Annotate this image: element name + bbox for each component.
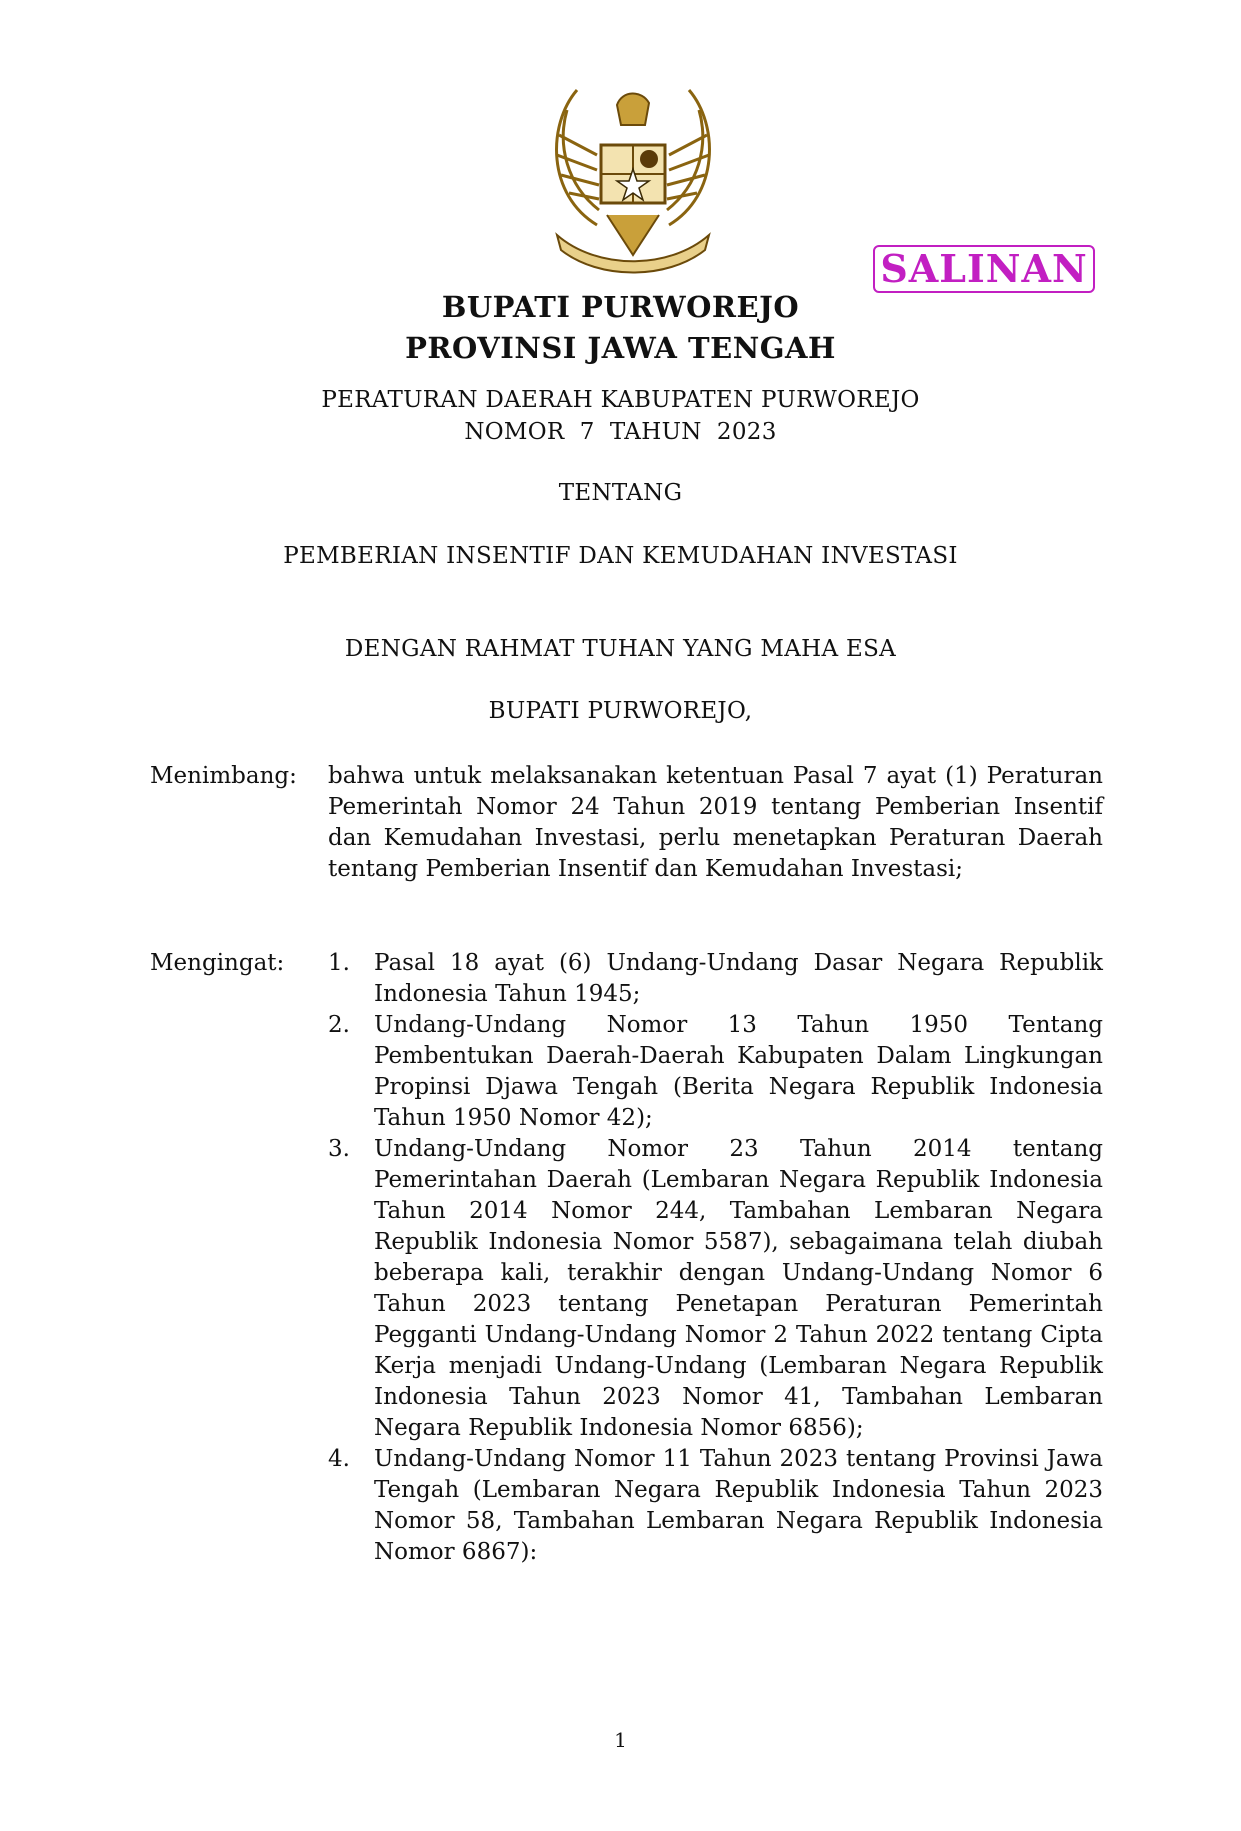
item-number: 2. (328, 1012, 350, 1038)
salinan-stamp: SALINAN (873, 245, 1095, 293)
garuda-emblem (537, 85, 729, 285)
item-text: Undang-Undang Nomor 23 Tahun 2014 tentang Pemerintahan Daerah (Lembaran Negara Republik Indonesia Tahun 2014 Nomor 244, Tambahan Lembaran Negara Republik Indonesia Nomor 5587), sebagaimana telah diubah beberapa kali, terakhir dengan Undang-Undang Nomor 6 Tahun 2023 tentang Penetapan Peraturan Pemerintah Pegganti Undang-Undang Nomor 2 Tahun 2022 tentang Cipta Kerja menjadi Undang-Undang (Lembaran Negara Republik Indonesia Tahun 2023 Nomor 41, Tambahan Lembaran Negara Republik Indonesia Nomor 6856); (374, 1136, 1103, 1441)
item-text: Pasal 18 ayat (6) Undang-Undang Dasar Negara Republik Indonesia Tahun 1945; (374, 950, 1103, 1007)
menimbang-text: bahwa untuk melaksanakan ketentuan Pasal 7 ayat (1) Peraturan Pemerintah Nomor 24 Tahun 2019 tentang Pemberian Insentif dan Kemudahan Investasi, perlu menetapkan Peraturan Daerah tentang Pemberian Insentif dan Kemudahan Investasi; (328, 763, 1103, 882)
invocation: DENGAN RAHMAT TUHAN YANG MAHA ESA (344, 636, 897, 662)
item-number: 4. (328, 1446, 350, 1472)
header-regent: BUPATI PURWOREJO (441, 290, 800, 324)
mengingat-list (328, 948, 1103, 1568)
item-number: 3. (328, 1136, 350, 1162)
list-item (328, 1010, 1103, 1134)
list-item (328, 1134, 1103, 1444)
authority: BUPATI PURWOREJO, (488, 698, 753, 724)
item-text: Undang-Undang Nomor 11 Tahun 2023 tentang Provinsi Jawa Tengah (Lembaran Negara Republik Indonesia Tahun 2023 Nomor 58, Tambahan Lembaran Negara Republik Indonesia Nomor 6867): (374, 1446, 1103, 1565)
item-number: 1. (328, 950, 350, 976)
mengingat-label: Mengingat: (150, 950, 285, 976)
list-item (328, 1444, 1103, 1568)
item-text: Undang-Undang Nomor 13 Tahun 1950 Tentang Pembentukan Daerah-Daerah Kabupaten Dalam Lingkungan Propinsi Djawa Tengah (Berita Negara Republik Indonesia Tahun 1950 Nomor 42); (374, 1012, 1103, 1131)
regulation-subject: PEMBERIAN INSENTIF DAN KEMUDAHAN INVESTASI (283, 543, 958, 569)
regulation-title: PERATURAN DAERAH KABUPATEN PURWOREJO (321, 387, 920, 413)
list-item (328, 948, 1103, 1010)
regulation-number: NOMOR 7 TAHUN 2023 (464, 419, 777, 445)
page-number: 1 (614, 1728, 627, 1752)
header-province: PROVINSI JAWA TENGAH (405, 331, 836, 365)
menimbang-label: Menimbang: (150, 763, 297, 789)
about-label: TENTANG (558, 480, 683, 506)
